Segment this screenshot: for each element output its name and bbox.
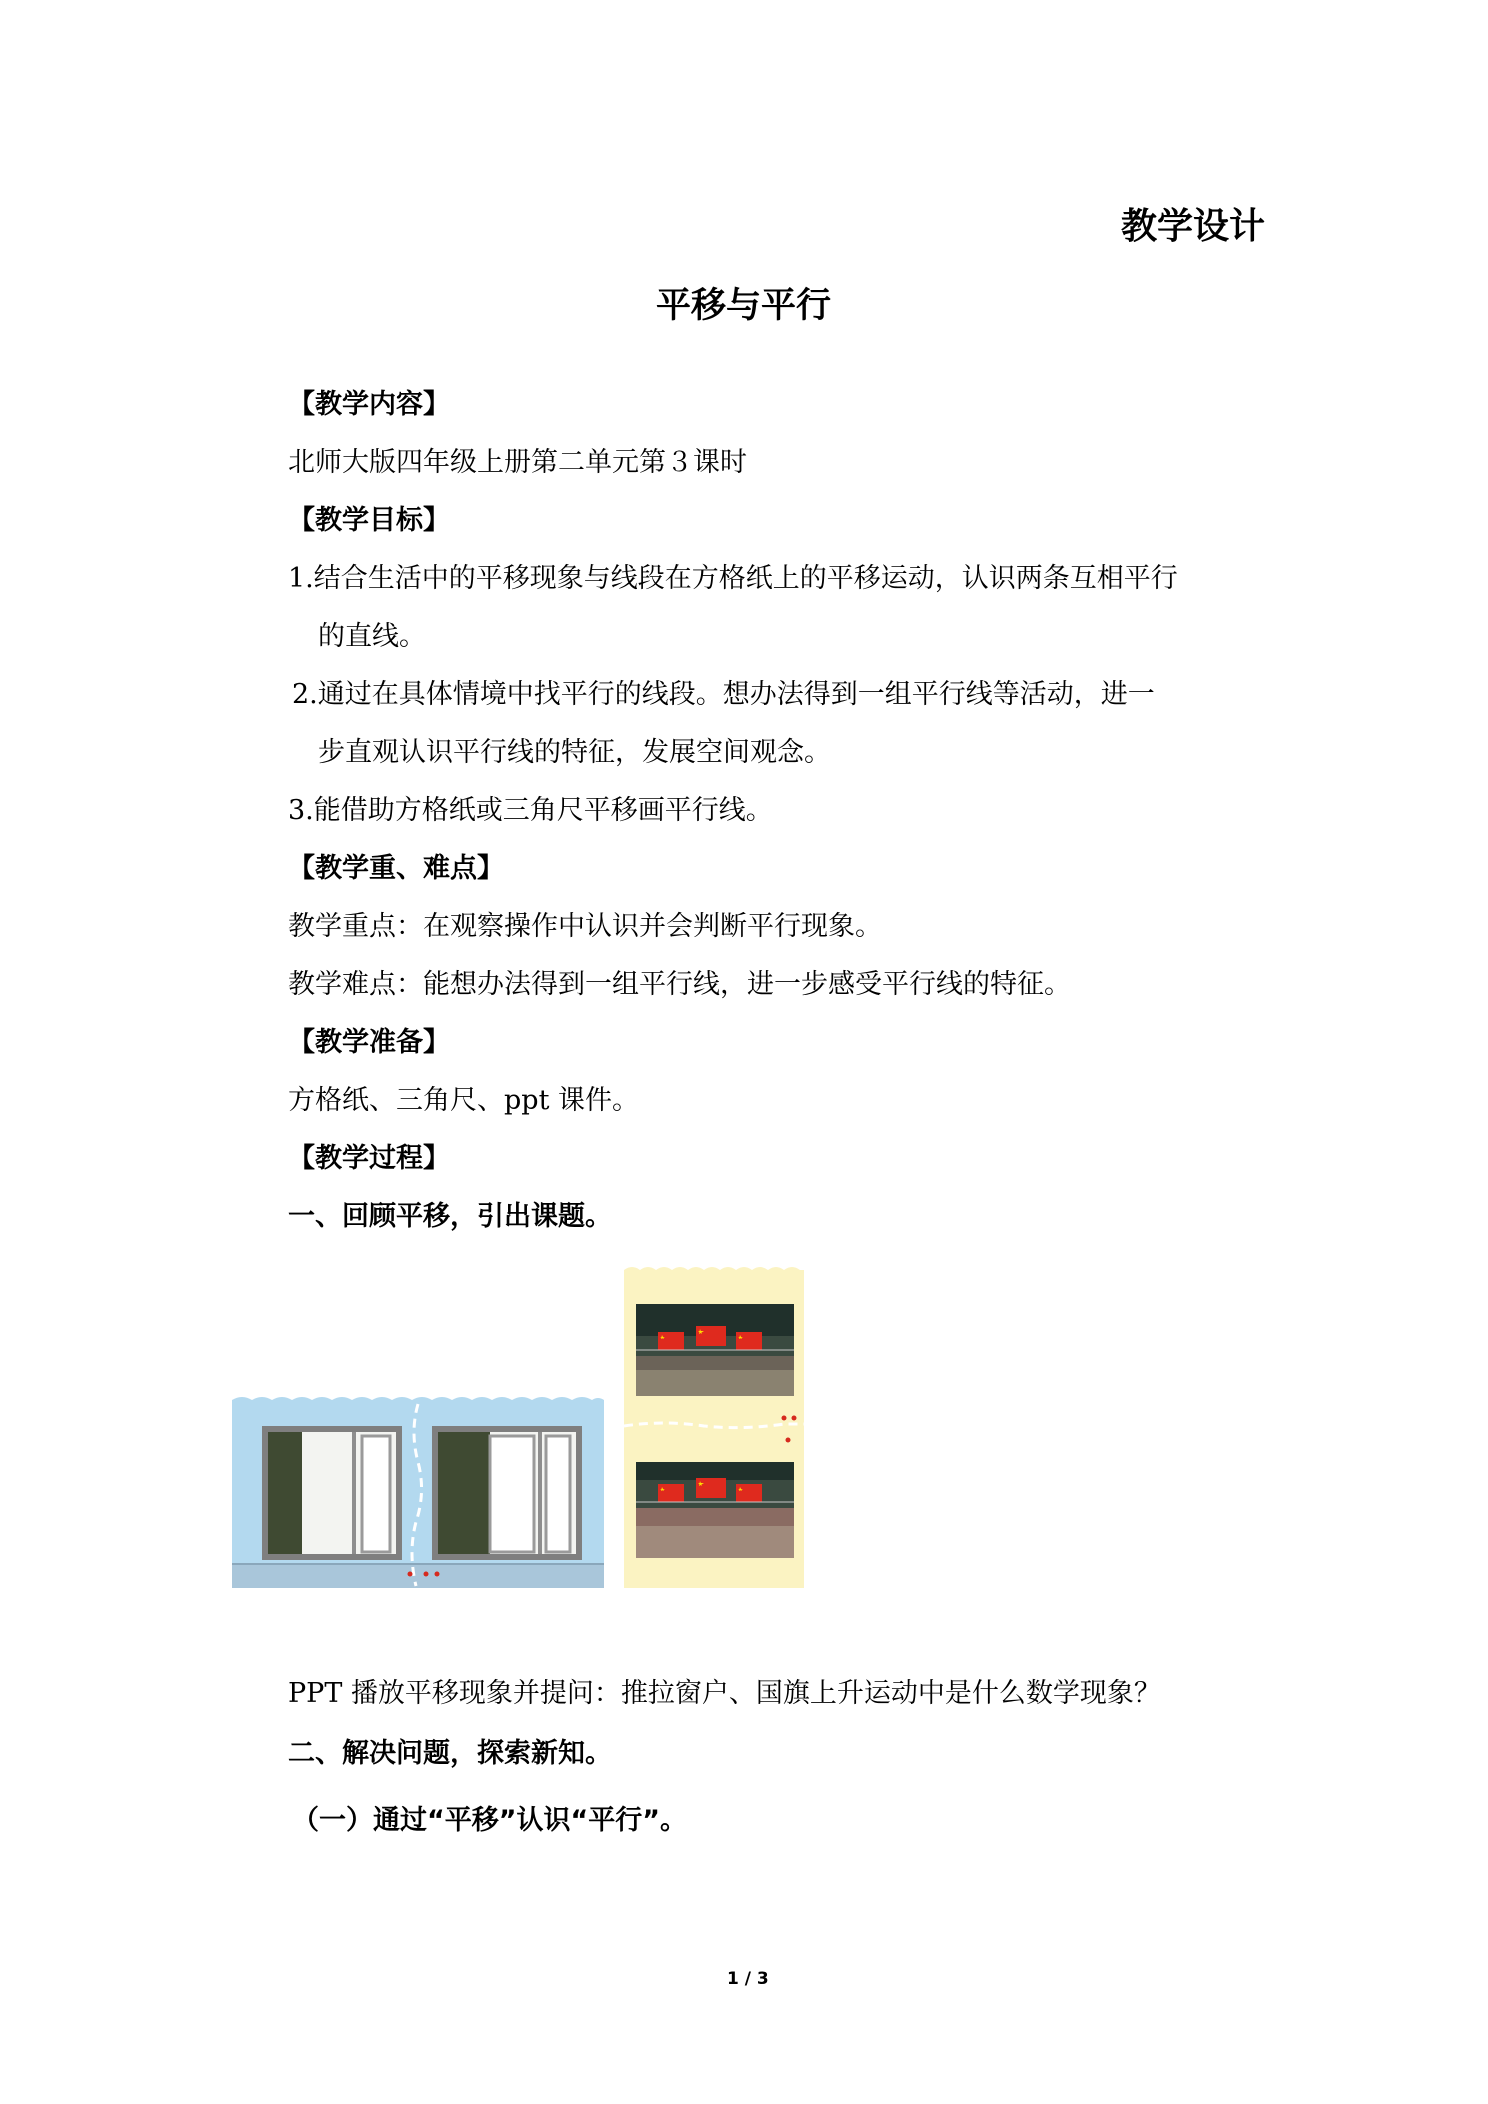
section-heading-preparation: 【教学准备】 bbox=[288, 1027, 450, 1058]
ppt-prompt-text: PPT 播放平移现象并提问：推拉窗户、国旗上升运动中是什么数学现象？ bbox=[288, 1678, 1161, 1709]
stadium-photo-bottom bbox=[636, 1462, 794, 1558]
goal-item-2-line-1: 2.通过在具体情境中找平行的线段。想办法得到一组平行线等活动，进一 bbox=[292, 679, 1155, 710]
section-heading-content: 【教学内容】 bbox=[288, 389, 450, 420]
section-heading-key-points: 【教学重、难点】 bbox=[288, 853, 504, 884]
page-title: 平移与平行 bbox=[656, 286, 832, 326]
process-sub-1-heading: （一）通过“平移”认识“平行”。 bbox=[292, 1805, 687, 1836]
difficulty-text: 教学难点：能想办法得到一组平行线，进一步感受平行线的特征。 bbox=[288, 969, 1071, 1000]
window-left bbox=[262, 1426, 402, 1560]
goal-item-1-line-2: 的直线。 bbox=[318, 621, 426, 652]
goal-item-3: 3.能借助方格纸或三角尺平移画平行线。 bbox=[288, 795, 773, 826]
key-point-text: 教学重点：在观察操作中认识并会判断平行现象。 bbox=[288, 911, 882, 942]
window-right bbox=[432, 1426, 582, 1560]
flag-raising-illustration bbox=[624, 1264, 804, 1588]
doc-type-label: 教学设计 bbox=[1121, 206, 1266, 247]
stadium-photo-top bbox=[636, 1304, 794, 1396]
process-part-2-heading: 二、解决问题，探索新知。 bbox=[288, 1738, 612, 1769]
section-heading-goals: 【教学目标】 bbox=[288, 505, 450, 536]
preparation-text: 方格纸、三角尺、ppt 课件。 bbox=[288, 1085, 639, 1116]
page-number: 1 / 3 bbox=[727, 1969, 769, 1989]
content-text: 北师大版四年级上册第二单元第３课时 bbox=[288, 447, 747, 478]
process-part-1-heading: 一、回顾平移，引出课题。 bbox=[288, 1201, 612, 1232]
sliding-windows-illustration bbox=[232, 1392, 604, 1588]
goal-item-1-line-1: 1.结合生活中的平移现象与线段在方格纸上的平移运动，认识两条互相平行 bbox=[288, 563, 1178, 594]
section-heading-process: 【教学过程】 bbox=[288, 1143, 450, 1174]
goal-item-2-line-2: 步直观认识平行线的特征，发展空间观念。 bbox=[318, 737, 831, 768]
